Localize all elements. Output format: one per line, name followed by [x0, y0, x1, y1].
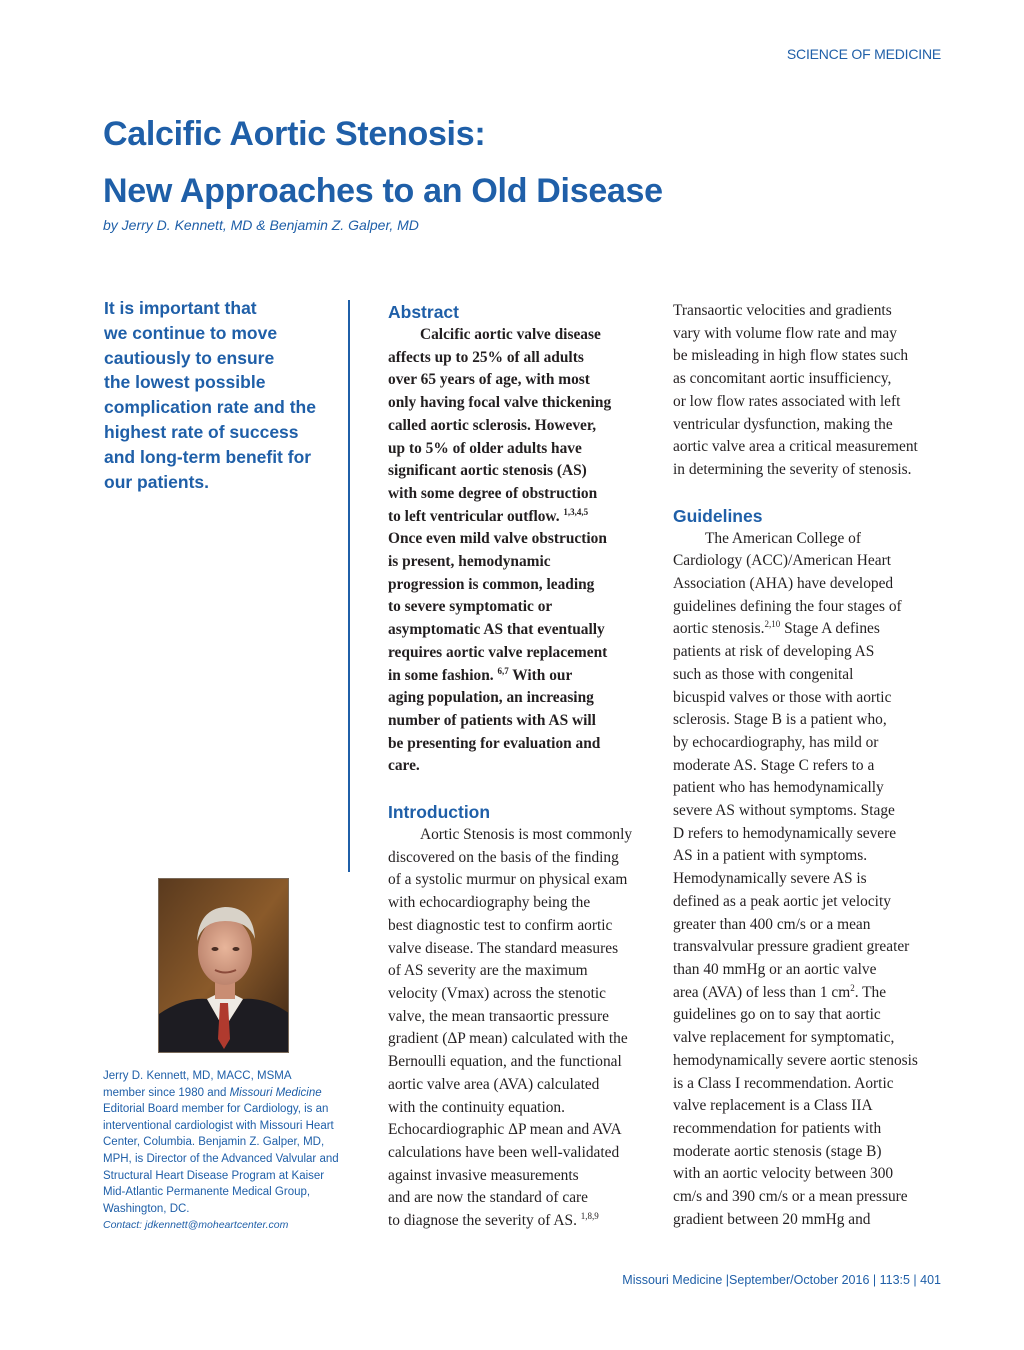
text-line: discovered on the basis of the finding: [388, 848, 619, 866]
pull-quote-line: and long-term benefit for: [104, 446, 312, 467]
text-line: moderate AS. Stage C refers to a: [673, 756, 875, 774]
author-bio-line: Structural Heart Disease Program at Kaiser: [103, 1169, 325, 1182]
text-line: recommendation for patients with: [673, 1119, 882, 1137]
section-label: SCIENCE OF MEDICINE: [786, 46, 941, 62]
author-bio: [103, 1068, 371, 1234]
text-line: up to 5% of older adults have: [388, 439, 582, 457]
author-bio-line: Center, Columbia. Benjamin Z. Galper, MD,: [103, 1136, 325, 1149]
article-title: [103, 106, 923, 220]
text-line: patients at risk of developing AS: [673, 643, 875, 661]
page-footer: Missouri Medicine |September/October 2016 | 113:5 | 401: [622, 1273, 941, 1287]
text-line: valve, the mean transaortic pressure: [388, 1007, 609, 1025]
text-line: called aortic sclerosis. However,: [388, 416, 597, 434]
pull-quote: [104, 296, 344, 494]
text-line: sclerosis. Stage B is a patient who,: [673, 711, 887, 729]
citation: 1,3,4,5: [563, 506, 589, 517]
author-bio-line: [103, 1085, 371, 1102]
text-line: than 40 mmHg or an aortic valve: [673, 960, 877, 978]
text-line: progression is common, leading: [388, 575, 595, 593]
text-line: Aortic Stenosis is most commonly: [420, 826, 633, 844]
text-line: care.: [388, 757, 420, 775]
text-fragment: . The: [854, 983, 887, 1001]
author-bio-fragment: member since 1980 and: [103, 1086, 230, 1099]
text-line: Once even mild valve obstruction: [388, 530, 607, 548]
citation: 1,8,9: [580, 1211, 599, 1222]
text-line: [673, 982, 945, 1005]
text-line: only having focal valve thickening: [388, 394, 612, 412]
pull-quote-line: our patients.: [104, 471, 210, 492]
text-fragment: area (AVA) of less than 1 cm: [673, 983, 851, 1001]
text-line: Bernoulli equation, and the functional: [388, 1053, 622, 1071]
text-line: guidelines defining the four stages of: [673, 597, 902, 615]
pull-quote-line: we continue to move: [104, 322, 278, 343]
text-line: moderate aortic stenosis (stage B): [673, 1142, 882, 1160]
text-fragment: Stage A defines: [780, 620, 880, 638]
right-column: [673, 300, 945, 1231]
text-line: of a systolic murmur on physical exam: [388, 871, 628, 889]
text-line: severe AS without symptoms. Stage: [673, 802, 895, 820]
text-line: number of patients with AS will: [388, 711, 596, 729]
author-bio-line: MPH, is Director of the Advanced Valvular and: [103, 1152, 339, 1165]
text-line: to severe symptomatic or: [388, 598, 553, 616]
text-line: D refers to hemodynamically severe: [673, 824, 897, 842]
author-photo: [158, 878, 289, 1053]
text-line: [673, 618, 945, 641]
exponent: 2: [850, 982, 855, 993]
text-line: [388, 665, 660, 688]
text-line: gradient (ΔP mean) calculated with the: [388, 1030, 628, 1048]
pull-quote-line: It is important that: [104, 298, 257, 318]
introduction-body: [388, 824, 660, 1233]
text-line: by echocardiography, has mild or: [673, 733, 879, 751]
guidelines-body: [673, 528, 945, 1232]
text-fragment: to diagnose the severity of AS.: [388, 1212, 581, 1230]
byline: by Jerry D. Kennett, MD & Benjamin Z. Galper, MD: [103, 217, 419, 233]
author-bio-line: Mid-Atlantic Permanente Medical Group,: [103, 1186, 311, 1199]
text-line: valve replacement is a Class IIA: [673, 1097, 873, 1115]
journal-name: Missouri Medicine: [229, 1086, 322, 1099]
text-line: with an aortic velocity between 300: [673, 1165, 894, 1183]
text-line: ventricular dysfunction, making the: [673, 415, 893, 433]
text-line: significant aortic stenosis (AS): [388, 462, 587, 480]
text-line: Association (AHA) have developed: [673, 575, 894, 593]
text-line: Hemodynamically severe AS is: [673, 870, 867, 888]
text-line: greater than 400 cm/s or a mean: [673, 915, 871, 933]
text-line: valve disease. The standard measures: [388, 939, 619, 957]
text-line: The American College of: [705, 529, 861, 547]
author-bio-line: Jerry D. Kennett, MD, MACC, MSMA: [103, 1070, 292, 1082]
text-line: vary with volume flow rate and may: [673, 324, 897, 342]
text-line: defined as a peak aortic jet velocity: [673, 892, 891, 910]
text-line: calculations have been well-validated: [388, 1143, 620, 1161]
text-line: [388, 506, 660, 529]
introduction-heading: Introduction: [388, 802, 491, 823]
text-line: hemodynamically severe aortic stenosis: [673, 1051, 918, 1069]
title-line: New Approaches to an Old Disease: [103, 172, 663, 210]
text-line: be misleading in high flow states such: [673, 347, 909, 365]
text-line: with some degree of obstruction: [388, 484, 598, 502]
pull-quote-line: cautiously to ensure: [104, 347, 275, 368]
text-line: Echocardiographic ΔP mean and AVA: [388, 1121, 622, 1139]
text-fragment: With our: [508, 666, 573, 684]
text-line: gradient between 20 mmHg and: [673, 1210, 871, 1228]
text-line: Calcific aortic valve disease: [420, 326, 601, 343]
author-bio-line: Editorial Board member for Cardiology, is an: [103, 1103, 329, 1116]
text-line: valve replacement for symptomatic,: [673, 1029, 895, 1047]
author-bio-line: interventional cardiologist with Missouri Heart: [103, 1119, 334, 1132]
transaortic-body: [673, 300, 945, 482]
text-line: Cardiology (ACC)/American Heart: [673, 552, 891, 570]
pull-quote-line: the lowest possible: [104, 372, 266, 393]
abstract-heading: Abstract: [388, 302, 459, 322]
citation: 6,7: [497, 665, 509, 676]
text-line: with the continuity equation.: [388, 1098, 565, 1116]
text-line: aging population, an increasing: [388, 689, 594, 707]
text-line: Transaortic velocities and gradients: [673, 302, 892, 319]
pull-quote-line: complication rate and the: [104, 397, 316, 418]
pull-quote-divider: [348, 300, 350, 872]
text-line: asymptomatic AS that eventually: [388, 621, 605, 639]
text-line: affects up to 25% of all adults: [388, 348, 584, 366]
text-line: requires aortic valve replacement: [388, 643, 608, 661]
author-bio-line: Washington, DC.: [103, 1202, 190, 1215]
text-line: is present, hemodynamic: [388, 553, 551, 571]
text-fragment: to left ventricular outflow.: [388, 507, 564, 525]
text-line: bicuspid valves or those with aortic: [673, 688, 892, 706]
text-fragment: aortic stenosis.: [673, 620, 765, 638]
text-line: is a Class I recommendation. Aortic: [673, 1074, 894, 1092]
text-line: be presenting for evaluation and: [388, 734, 601, 752]
guidelines-heading: Guidelines: [673, 505, 763, 526]
text-line: aortic valve area a critical measurement: [673, 438, 918, 456]
text-line: aortic valve area (AVA) calculated: [388, 1075, 600, 1093]
text-line: AS in a patient with symptoms.: [673, 847, 868, 865]
text-line: as concomitant aortic insufficiency,: [673, 370, 892, 388]
text-line: with echocardiography being the: [388, 894, 591, 912]
middle-column: [388, 300, 660, 1233]
pull-quote-line: highest rate of success: [104, 421, 299, 442]
title-line: Calcific Aortic Stenosis:: [103, 115, 486, 153]
text-line: transvalvular pressure gradient greater: [673, 938, 910, 956]
text-line: against invasive measurements: [388, 1166, 579, 1184]
text-line: patient who has hemodynamically: [673, 779, 884, 797]
text-line: guidelines go on to say that aortic: [673, 1006, 881, 1024]
text-line: velocity (Vmax) across the stenotic: [388, 984, 606, 1002]
text-line: over 65 years of age, with most: [388, 371, 590, 389]
text-fragment: in some fashion.: [388, 666, 498, 684]
text-line: or low flow rates associated with left: [673, 392, 901, 410]
text-line: cm/s and 390 cm/s or a mean pressure: [673, 1188, 908, 1206]
text-line: of AS severity are the maximum: [388, 962, 588, 980]
abstract-body: [388, 324, 660, 778]
text-line: such as those with congenital: [673, 665, 854, 683]
citation: 2,10: [764, 619, 781, 630]
text-line: best diagnostic test to confirm aortic: [388, 916, 613, 934]
text-line: and are now the standard of care: [388, 1189, 588, 1207]
text-line: in determining the severity of stenosis.: [673, 460, 912, 478]
author-contact: Contact: jdkennett@moheartcenter.com: [103, 1219, 289, 1232]
text-line: [388, 1210, 660, 1233]
